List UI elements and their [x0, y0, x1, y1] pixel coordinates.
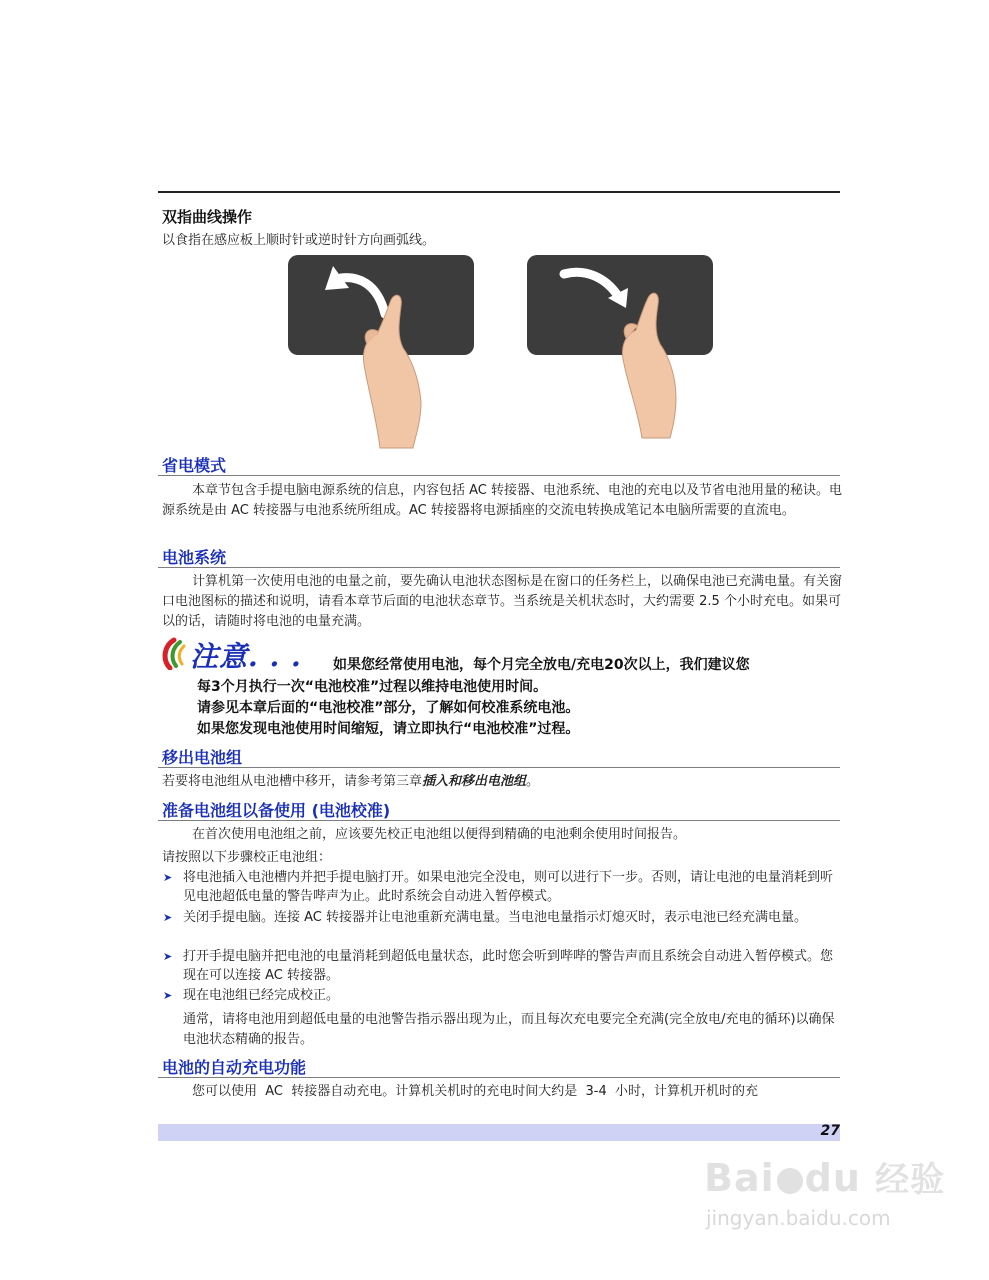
section-rule [158, 820, 840, 821]
calibration-step-3: 打开手提电脑并把电池的电量消耗到超低电量状态，此时您会听到哔哔的警告声而且系统会自动进入暂停模式。您现在可以连接 AC 转接器。 [183, 949, 834, 983]
gesture-description: 以食指在感应板上顺时针或逆时针方向画弧线。 [162, 233, 436, 248]
note-line-3: 请参见本章后面的“电池校准”部分，了解如何校准系统电池。 [197, 700, 580, 716]
bullet-icon: ➤ [163, 911, 173, 924]
touchpad-surface [527, 255, 713, 355]
watermark-brand: Bai du 经验 [704, 1156, 946, 1200]
watermark-url: jingyan.baidu.com [706, 1206, 891, 1230]
battery-system-body: 计算机第一次使用电池的电量之前，要先确认电池状态图标是在窗口的任务栏上，以确保电池已充满电量。有关窗口电池图标的描述和说明，请看本章节后面的电池状态章节。当系统是关机状态时，大约需要 2.5 个小时充电。如果可以的话，请随时将电池的电量充满。 [162, 574, 843, 629]
calibration-closing: 通常，请将电池用到超低电量的电池警告指示器出现为止，而且每次充电要完全充满(完全放电/充电的循环)以确保电池状态精确的报告。 [183, 1012, 835, 1047]
footer-bar [158, 1124, 840, 1141]
touchpad-cw-illustration [524, 252, 719, 450]
calibration-step-4: 现在电池组已经完成校正。 [183, 988, 340, 1003]
touchpad-ccw-illustration [285, 252, 480, 450]
section-rule [158, 475, 840, 476]
bullet-icon: ➤ [163, 950, 173, 963]
remove-battery-suffix: 。 [526, 774, 540, 789]
page-number: 27 [820, 1123, 840, 1139]
note-label: 注意. . . [190, 640, 302, 673]
calibration-intro: 在首次使用电池组之前，应该要先校正电池组以便得到精确的电池剩余使用时间报告。 [192, 827, 687, 842]
note-line-2: 每3个月执行一次“电池校准”过程以维持电池使用时间。 [197, 679, 548, 695]
chapter-reference: 插入和移出电池组 [422, 774, 527, 789]
section-rule [158, 1077, 840, 1078]
note-icon [160, 636, 186, 670]
remove-battery-heading: 移出电池组 [162, 748, 243, 767]
gesture-title: 双指曲线操作 [162, 208, 253, 226]
bullet-icon: ➤ [163, 871, 173, 884]
calibration-step-2: 关闭手提电脑。连接 AC 转接器并让电池重新充满电量。当电池电量指示灯熄灭时，表示电池已经充满电量。 [183, 910, 808, 925]
header-rule [158, 191, 840, 193]
auto-charge-heading: 电池的自动充电功能 [162, 1058, 307, 1077]
paw-icon [777, 1168, 803, 1194]
bullet-icon: ➤ [163, 989, 173, 1002]
power-saving-heading: 省电模式 [162, 456, 227, 475]
note-line-4: 如果您发现电池使用时间缩短，请立即执行“电池校准”过程。 [197, 721, 580, 737]
calibration-heading: 准备电池组以备使用 (电池校准) [162, 801, 391, 820]
note-line-1: 如果您经常使用电池，每个月完全放电/充电20次以上，我们建议您 [333, 657, 750, 673]
power-saving-body: 本章节包含手提电脑电源系统的信息，内容包括 AC 转接器、电池系统、电池的充电以及节省电池用量的秘诀。电源系统是由 AC 转接器与电池系统所组成。AC 转接器将电源插座的交流电转换成笔记本电脑所需要的直流电。 [162, 483, 843, 518]
remove-battery-text: 若要将电池组从电池槽中移开，请参考第三章 [162, 774, 423, 789]
section-rule [158, 767, 840, 768]
calibration-steps-intro: 请按照以下步骤校正电池组： [162, 850, 332, 865]
battery-system-heading: 电池系统 [162, 548, 227, 567]
calibration-step-1: 将电池插入电池槽内并把手提电脑打开。如果电池完全没电，则可以进行下一步。否则，请让电池的电量消耗到听见电池超低电量的警告哔声为止。此时系统会自动进入暂停模式。 [183, 870, 834, 904]
remove-battery-body [162, 772, 539, 792]
section-rule [158, 567, 840, 568]
auto-charge-body: 您可以使用 AC 转接器自动充电。计算机关机时的充电时间大约是 3-4 小时，计算机开机时的充 [192, 1084, 759, 1099]
